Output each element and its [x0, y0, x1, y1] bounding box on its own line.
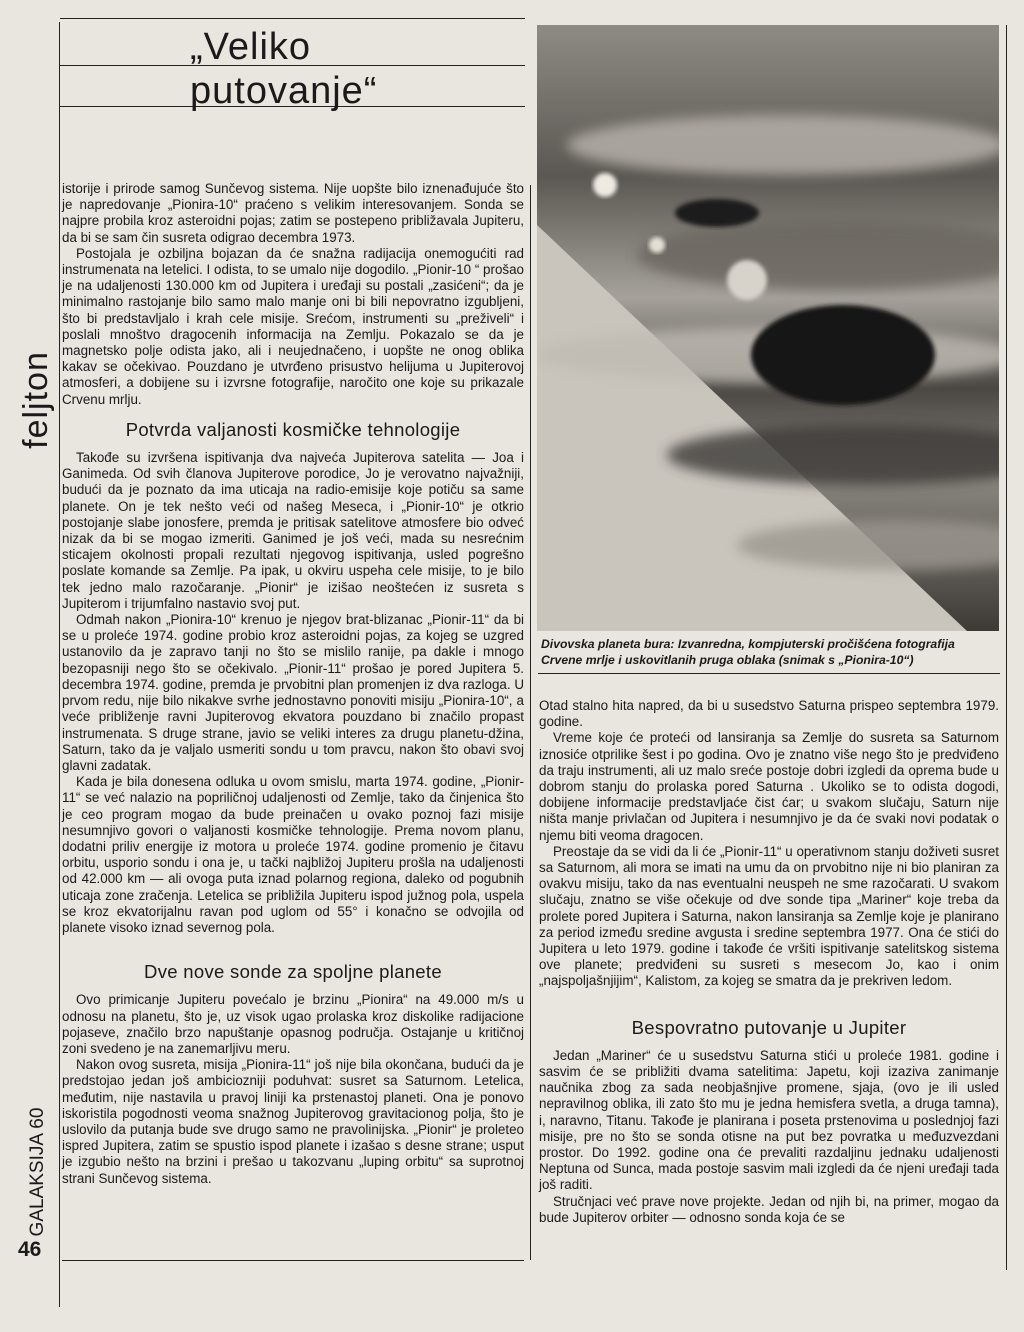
paragraph: Kada je bila donesena odluka u ovom smislu, marta 1974. godine, „Pionir-11“ se već nalazio na popriličnoj udaljenosti od Zemlje, tako da činjenica što je ceo program mogao da bude preinačen u ovako poznoj fazi misije nesumnjivo govori o valjanosti kosmičke tehnologije. Prema novom planu, dodatni priliv energije iz motora u proleće 1974. godine promenio je čitavu orbitu, usporio sondu i ona je, u tački najbližoj Jupiteru prošla na udaljenosti od 42.000 km — ali ovoga puta iznad polarnog regiona, daleko od pogubnih uticaja zone zračenja. Letelica se približila Jupiteru ispod južnog pola, uspela se kroz ekvatorijalnu ravan pod uglom od 55° i konačno se odvojila od planete visoko iznad severnog pola. [62, 774, 524, 935]
caption-rule [538, 673, 1000, 674]
paragraph: Nakon ovog susreta, misija „Pionira-11“ još nije bila okončana, budući da je predstojao jedan još ambiciozniji poduhvat: susret sa Saturnom. Letelica, međutim, nije nastavila u pravoj liniji ka prstenastoj planeti. Ona je ponovo iskoristila pogodnosti veoma snažnog Jupiterovog gravitacionog polja, što je uslovilo da putanja bude sve drugo samo ne pravolinijska. „Pionir“ je proleteo ispred Jupitera, zatim se spustio ispod planete i izašao s desne strane; usput je izgubio nešto na brzini i prešao u takozvanu „luping orbitu“ sa suprotnoj strani Sunčevog sistema. [62, 1057, 524, 1186]
paragraph: Stručnjaci već prave nove projekte. Jedan od njih bi, na primer, mogao da bude Jupiterov orbiter — odnosno sonda koja će se [539, 1193, 999, 1225]
title-line-1: „Veliko [190, 26, 312, 68]
paragraph: Preostaje da se vidi da li će „Pionir-11“ u operativnom stanju doživeti susret sa Saturnom, ali mora se imati na umu da on prvobitno nije ni bio planiran za ovakvu misiju, tako da nas eventualni neuspeh ne sme razočarati. U svakom slučaju, znatno se više očekuje od dve sonde tipa „Mariner“ koje treba da prolete pored Jupitera i Saturna, nakon lansiranja sa Zemlje koje je planirano za period između sredine avgusta i sredine septembra 1977. Ona će stići do Jupitera u leto 1979. godine i takođe će vršiti ispitivanje satelitskog sistema ove planete; predviđeni su susreti s mesecom Jo, kao i onim „najspoljašnjijim“, Kalistom, za kojeg se smatra da je prekriven ledom. [539, 843, 999, 989]
title-line-2: putovanje“ [190, 70, 378, 112]
right-column-rule [1006, 25, 1007, 1270]
paragraph: istorije i prirode samog Sunčevog sistema. Nije uopšte bilo iznenađujuće što je napredovanje „Pionira-10“ praćeno s velikim interesovanjem. Sonda se najpre probila kroz asteroidni pojas; zatim se postepeno približavala Jupiteru, da bi se sam čin susreta odigrao decembra 1973. [62, 181, 524, 245]
issue-label: GALAKSIJA 60 [27, 1107, 48, 1237]
section-heading: Dve nove sonde za spoljne planete [144, 961, 442, 983]
text-column-right [539, 698, 999, 1226]
column-divider [530, 185, 531, 1260]
photo-caption: Divovska planeta bura: Izvanredna, kompjuterski pročišćena fotografija Crvene mrlje i uskovitlanih pruga oblaka (snimak s „Pionira-10“) [541, 637, 955, 667]
paragraph: Ovo primicanje Jupiteru povećalo je brzinu „Pionira“ na 49.000 m/s u odnosu na planetu, što je, uz visok ugao prolaska kroz diskolike radijacione pojaseve, značilo brzo napuštanje opasnog područja. Ostajanje u kritičnoj zoni svedeno je na zanemarljivu meru. [62, 992, 524, 1056]
left-margin-rule [59, 22, 60, 1307]
jupiter-photo [537, 25, 999, 631]
paragraph: Jedan „Mariner“ će u susedstvu Saturna stići u proleće 1981. godine i sasvim će se približiti dvama satelitima: Japetu, koji izaziva zanimanje naučnika zbog za sada neobjašnjive promene, sjaja, (ovo je ili usled nepravilnog oblika, ili zato što mu je jedna hemisfera svetla, a druga tamna), i, naravno, Titanu. Takođe je planirana i poseta prstenovima u poslednjoj fazi misije, pre no što se sonda otisne na put bez povratka u međuzvezdani prostor. Do 1992. godine ona će prevaliti razdaljinu jednaku udaljenosti Neptuna od Sunca, mada postoje sasvim mali izgledi da će njeni uređaji tada još raditi. [539, 1047, 999, 1193]
section-heading: Potvrda valjanosti kosmičke tehnologije [125, 418, 461, 440]
paragraph: Postojala je ozbiljna bojazan da će snažna radijacija onemogućiti rad instrumenata na letelici. I odista, to se umalo nije dogodilo. „Pionir-10 “ prošao je na udaljenosti 130.000 km od Jupitera i uređaji su postali „zasićeni“; da je minimalno rastojanje bilo samo malo manje oni bi bili nepovratno izgubljeni, što bi predstavljalo i krah cele misije. Srećom, instrumenti su „preživeli“ i poslali mnoštvo dragocenih informacija na Zemlju. Pokazalo se da je magnetsko polje odista jako, ali i neujednačeno, i uopšte ne onog oblika kakav se očekivao. Pouzdano je utvrđeno prisustvo helijuma u Jupiterovoj atmosferi, a dobijene su i izvrsne fotografije, naročito one koje su prikazale Crvenu mrlju. [62, 245, 524, 407]
column-end-rule [62, 1260, 524, 1261]
section-heading: Bespovratno putovanje u Jupiter [631, 1016, 907, 1038]
paragraph: Otad stalno hita napred, da bi u susedstvo Saturna prispeo septembra 1979. godine. [539, 698, 999, 730]
title-rule-top [60, 18, 525, 19]
paragraph: Odmah nakon „Pionira-10“ krenuo je njegov brat-blizanac „Pionir-11“ da bi se u proleće 1974. godine probio kroz asteroidni pojas, za kojeg se uzgred ustanovilo da je zapravo tanji no što se mislilo ranije, pa dakle i mnogo bezopasniji nego što se očekivalo. „Pionir-11“ prošao je pored Jupitera 5. decembra 1974. godine, premda je prvobitni plan promenjen iz dva razloga. U prvom redu, nije bilo nikakve svrhe jednostavno ponoviti misiju „Pionira-10“, a veće približenje ravni Jupiterovog ekvatora pouzdano bi značilo propast instrumenata. S druge strane, javio se veliki interes za drugu planetu-džina, Saturn, tako da je valjalo usmeriti sondu u tom pravcu, nakon što obavi svoj glavni zadatak. [62, 612, 524, 773]
article-title [190, 25, 390, 113]
text-column-left [62, 181, 524, 1187]
paragraph: Takođe su izvršena ispitivanja dva najveća Jupiterova satelita — Joa i Ganimeda. Od svih članova Jupiterove porodice, Jo je verovatno najvažniji, budući da je poznato da ima uticaja na radio-emisije koje potiču sa same planete. On je tek nešto veći od našeg Meseca, i „Pionir-10“ je otkrio postojanje slabe jonosfere, premda je pritisak satelitove atmosfere bio odveć nizak da bi se mogao izmeriti. Ganimed je još veći, mada su nesrećnim sticajem okolnosti propali rezultati njegovog ispitivanja, usled pogrešno poslate komande sa Zemlje. Pa ipak, u okviru uspeha cele misije, to je bilo tek jedno malo razočaranje. „Pionir“ je izišao neoštećen iz susreta s Jupiterom i trijumfalno nastavio svoj put. [62, 450, 524, 611]
section-label: feljton [17, 351, 55, 449]
jupiter-red-spot-image [537, 25, 999, 631]
paragraph: Vreme koje će proteći od lansiranja sa Zemlje do susreta sa Saturnom iznosiće otprilike šest i po godina. Ovo je znatno više nego što je predviđeno da traju instrumenti, ali uz malo sreće postoje dobri izgledi da oprema bude u dobrom stanju do prolaska pored Saturna . Ukoliko se to odista dogodi, dobijene informacije predstavljaće čist ćar; u svakom slučaju, Saturn nije ništa manje privlačan od Jupitera i nesumnjivo je da će svaki novi podatak o njemu biti veoma dragocen. [539, 730, 999, 843]
red-spot [751, 305, 935, 405]
page-number: 46 [18, 1238, 42, 1261]
